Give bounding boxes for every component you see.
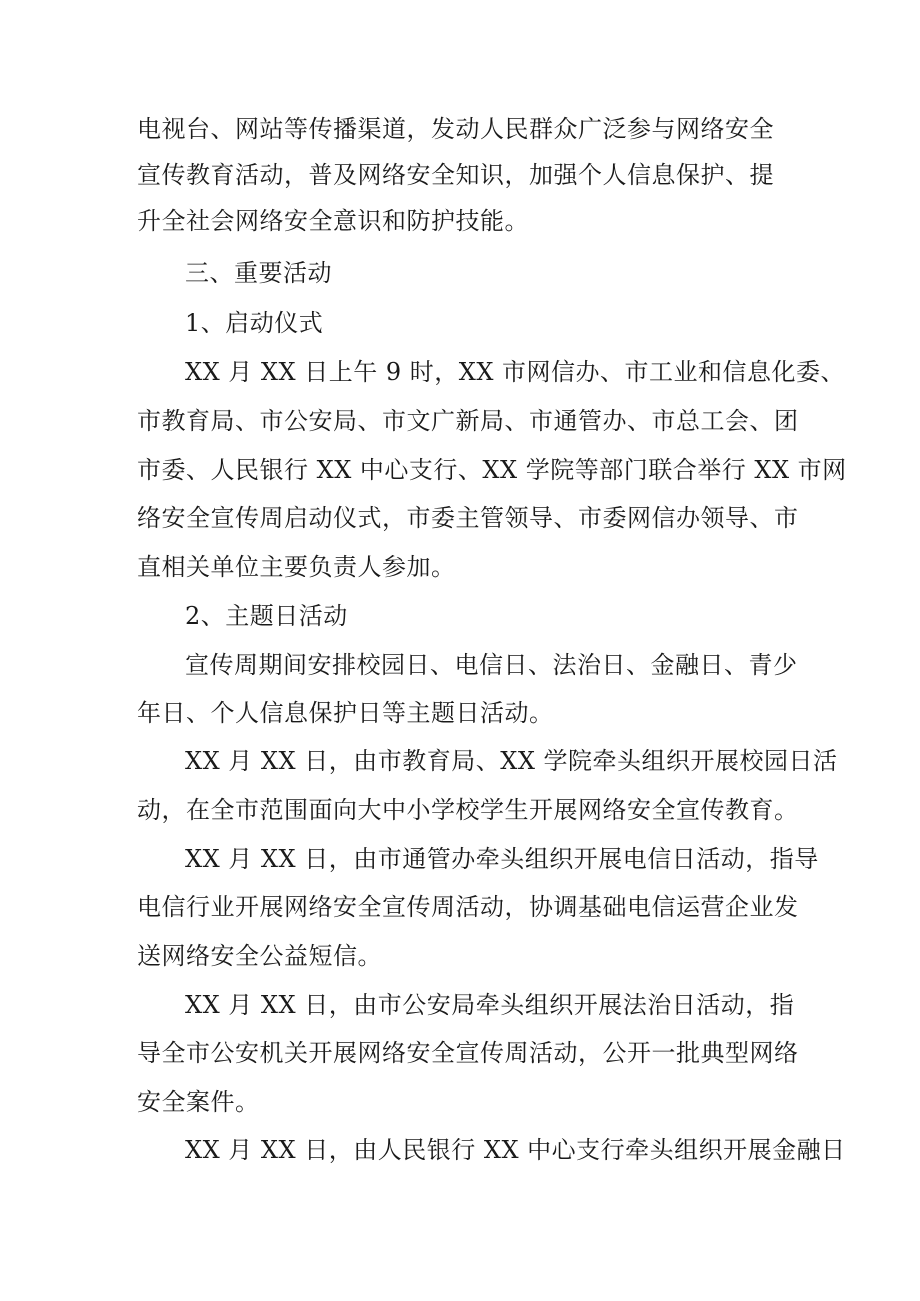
paragraph-line: 送网络安全公益短信。 (137, 942, 382, 970)
paragraph-line: 安全案件。 (137, 1088, 260, 1116)
paragraph-line: 动，在全市范围面向大中小学校学生开展网络安全宣传教育。 (137, 796, 799, 824)
paragraph-line: 年日、个人信息保护日等主题日活动。 (137, 699, 554, 727)
paragraph-line: 市委、人民银行 XX 中心支行、XX 学院等部门联合举行 XX 市网 (137, 456, 847, 484)
paragraph-line: XX 月 XX 日上午 9 时，XX 市网信办、市工业和信息化委、 (185, 358, 846, 386)
paragraph-line: XX 月 XX 日，由市通管办牵头组织开展电信日活动，指导 (185, 845, 819, 873)
paragraph-line: 络安全宣传周启动仪式，市委主管领导、市委网信办领导、市 (137, 504, 799, 532)
paragraph-line: 导全市公安机关开展网络安全宣传周活动，公开一批典型网络 (137, 1039, 799, 1067)
paragraph-line: 市教育局、市公安局、市文广新局、市通管办、市总工会、团 (137, 407, 799, 435)
paragraph-line: XX 月 XX 日，由市教育局、XX 学院牵头组织开展校园日活 (185, 747, 838, 775)
subsection-heading: 1、启动仪式 (185, 309, 324, 337)
section-heading: 三、重要活动 (185, 259, 332, 287)
paragraph-line: 电信行业开展网络安全宣传周活动，协调基础电信运营企业发 (137, 893, 799, 921)
paragraph-line: XX 月 XX 日，由人民银行 XX 中心支行牵头组织开展金融日 (185, 1136, 846, 1164)
paragraph-line: 电视台、网站等传播渠道，发动人民群众广泛参与网络安全 (137, 115, 774, 143)
paragraph-line: 宣传教育活动，普及网络安全知识，加强个人信息保护、提 (137, 161, 774, 189)
paragraph-line: 宣传周期间安排校园日、电信日、法治日、金融日、青少 (185, 651, 798, 679)
paragraph-line: 直相关单位主要负责人参加。 (137, 553, 456, 581)
paragraph-line: XX 月 XX 日，由市公安局牵头组织开展法治日活动，指 (185, 991, 795, 1019)
subsection-heading: 2、主题日活动 (185, 602, 348, 630)
paragraph-line: 升全社会网络安全意识和防护技能。 (137, 207, 529, 235)
